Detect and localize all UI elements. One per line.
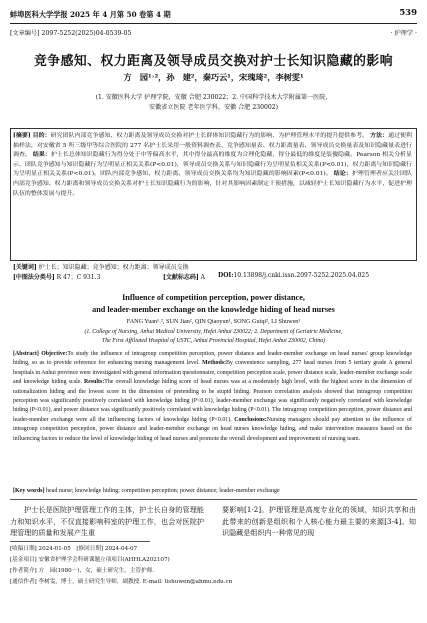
footnote-correspondence: [通信作者] 李树雯，博士，硕士研究生导师，副教授. E-mail: lishuwen@ahmu.edu.cn	[10, 579, 233, 585]
methods-text: 通过便利抽样法，对安徽省 5 所三级甲等综合医院的 277 名护士长采用一般资料调查表、竞争感知量表、权力距离量表、领导成员交换量表及知识隐藏量表进行调查。	[13, 132, 412, 159]
journal-name: 蚌埠医科大学学报 2025 年 4 月第 50 卷第 4 期	[10, 10, 171, 19]
section-label: · 护理学 ·	[390, 30, 417, 37]
objective-label: 目的：	[32, 132, 51, 139]
abstract-en-label: [Abstract]	[13, 351, 39, 357]
doi-label: DOI:	[218, 272, 234, 279]
title-english-line-1: Influence of competition perception, power distance,	[122, 293, 305, 302]
keywords-en-label: [Key words]	[13, 488, 45, 494]
footnote-funding: [基金项目] 安徽省护理学会科研课题立项项目(AHHLA202107)	[10, 557, 170, 563]
keywords-en-text: head nurse; knowledge hiding; competition perception; power distance; leader-member exchange	[46, 488, 280, 494]
title-english	[10, 292, 417, 316]
objective-en-text: To study the influence of intragroup competition perception, power distance and leader-member exchange on head nurses' group knowledge hiding, so as to provide reference for enhancing nursing management level.	[13, 351, 412, 367]
abstract-chinese	[13, 131, 412, 198]
footnote-author-bio: [作者简介] 方 园(1980－)，女，硕士研究生，主管护师.	[10, 568, 154, 574]
conclusions-en-label: Conclusions:	[234, 416, 267, 423]
affiliation-chinese-line-1: (1. 安徽医科大学 护理学院，安徽 合肥 230022；2. 中国科学技术大学附属第一医院，	[95, 94, 332, 101]
doc-code-label: [文献标志码]	[163, 274, 199, 281]
keywords-chinese	[13, 262, 412, 271]
affiliation-english-line-2: The First Affiliated Hospital of USTC, Anhui Provincial Hospital, Hefei Anhui 230002, China)	[101, 338, 326, 344]
header-rule	[10, 23, 417, 24]
results-en-text: The overall knowledge hiding score of head nurses was at a moderately high level, with the highest score in the dimension of rationalization hiding and the lowest score in the dimension of pretending to be stupid hiding. Pearson correlation analysis showed that intragroup competition perception was significantly positively correlated with knowledge hiding (P<0.01), leader-member exchange was significantly negatively correlated with knowledge hiding (P<0.01), and power distance was significantly positively correlated with knowledge hiding (P<0.01). The intragroup competition perception, power distance and leader-member exchange were all the influencing factors of knowledge hiding (P<0.01).	[13, 379, 412, 423]
article-meta	[10, 28, 417, 37]
conclusion-label: 结论：	[333, 170, 352, 178]
affiliation-chinese-line-2: 安徽省立医院 老年医学科，安徽 合肥 230002)	[149, 104, 278, 111]
authors-chinese: 方 园¹˒²，孙 建²，秦巧云¹，宋瑰琦²，李树雯¹	[123, 72, 304, 82]
methods-en-text: By convenience sampling, 277 head nurses from 5 tertiary grade A general hospitals in Anhui province were investigated with general information questionnaire, competition perception scale, power distance scale, leader-member exchange scale and knowledge hiding scale.	[13, 360, 412, 386]
title-chinese: 竞争感知、权力距离及领导成员交换对护士长知识隐藏的影响	[33, 54, 393, 69]
conclusion-text: 护理管理者应关注团队内部竞争感知、权力距离和领导成员交换关系对护士长知识隐藏行为的影响，针对其影响因素制定干预措施，以减轻护士长知识隐藏行为水平，促进护理队伍的整体发展与提升。	[13, 170, 412, 197]
body-column-left: 护士长是医院护理管理工作的主体，护士长自身的管理能力和知识水平，不仅直接影响科室的护理工作，也会对医院护理管理的质量和发展产生重	[10, 505, 204, 538]
results-text: 护士长总体知识隐藏行为得分处于中等偏高水平，其中得分最高的维度为合理化隐藏，得分最低的维度是装傻隐藏。Pearson 相关分析显示，团队竞争感知与知识隐藏行为呈明显正相关关系(P<0.01)，领导成员交换关系与知识隐藏行为呈明显负相关关系(P<0.01)，权力距离与知识隐藏行为呈明显正相关关系(P<0.01)。团队内部竞争感知、权力距离、领导成员交换关系均为知识隐藏的影响因素(P<0.01)。	[13, 151, 412, 178]
clc-label: [中图法分类号]	[13, 274, 55, 281]
objective-text: 研究团队内部竞争感知、权力距离及领导成员交换对护士长群体知识隐藏行为的影响，为护理管理水平的提升提供参考。	[50, 132, 369, 139]
results-label: 结果：	[32, 151, 51, 159]
title-english-line-2: and leader-member exchange on the knowledge hiding of head nurses	[92, 305, 335, 314]
running-head	[10, 8, 417, 22]
methods-en-label: Methods:	[202, 360, 226, 367]
keywords-english	[13, 488, 412, 494]
doc-code-value: A	[200, 274, 205, 281]
keywords-label: [关键词]	[13, 264, 37, 271]
footnote-received: [收稿日期] 2024-01-05 [修回日期] 2024-04-07	[10, 546, 138, 552]
objective-en-label: Objective:	[41, 351, 68, 357]
conclusions-en-text: Nursing managers should pay attention to the influence of intragroup competition perception, power distance and leader-member exchange on head nurses knowledge hiding, and make intervention measures based on the influencing factors to reduce the level of knowledge hiding of head nurses and promote the overall development and improvement of nursing team.	[13, 416, 412, 442]
section-divider	[10, 499, 417, 500]
authors-english: FANG Yuan¹˒², SUN Jian², QIN Qiaoyun¹, SONG Guiqi², LI Shuwen¹	[126, 318, 301, 325]
abstract-english	[13, 350, 412, 444]
page-number: 539	[399, 8, 417, 18]
keywords-text: 护士长；知识隐藏；竞争感知；权力距离；领导成员交换	[38, 264, 189, 271]
affiliation-english-line-1: (1. College of Nursing, Anhui Medical University, Hefei Anhui 230022; 2. Department of Geriatric Medicine,	[84, 329, 343, 335]
abstract-label: [摘要]	[13, 132, 31, 139]
clc-value: R 47；C 931.3	[56, 274, 101, 281]
body-column-right: 要影响[1-2]。护理管理是高度专业化的领域，知识共享和由此带来的创新是组织和个人核心能力最主要的来源[3-4]。知识隐藏是组织内一种常见的现	[222, 505, 416, 538]
doi-value: 10.13898/j.cnki.issn.2097-5252.2025.04.025	[233, 272, 370, 279]
methods-label: 方法：	[370, 132, 389, 139]
article-number: [文章编号] 2097-5252(2025)04-0539-05	[10, 30, 132, 37]
footnote-rule	[10, 541, 150, 542]
results-en-label: Results:	[83, 379, 105, 386]
